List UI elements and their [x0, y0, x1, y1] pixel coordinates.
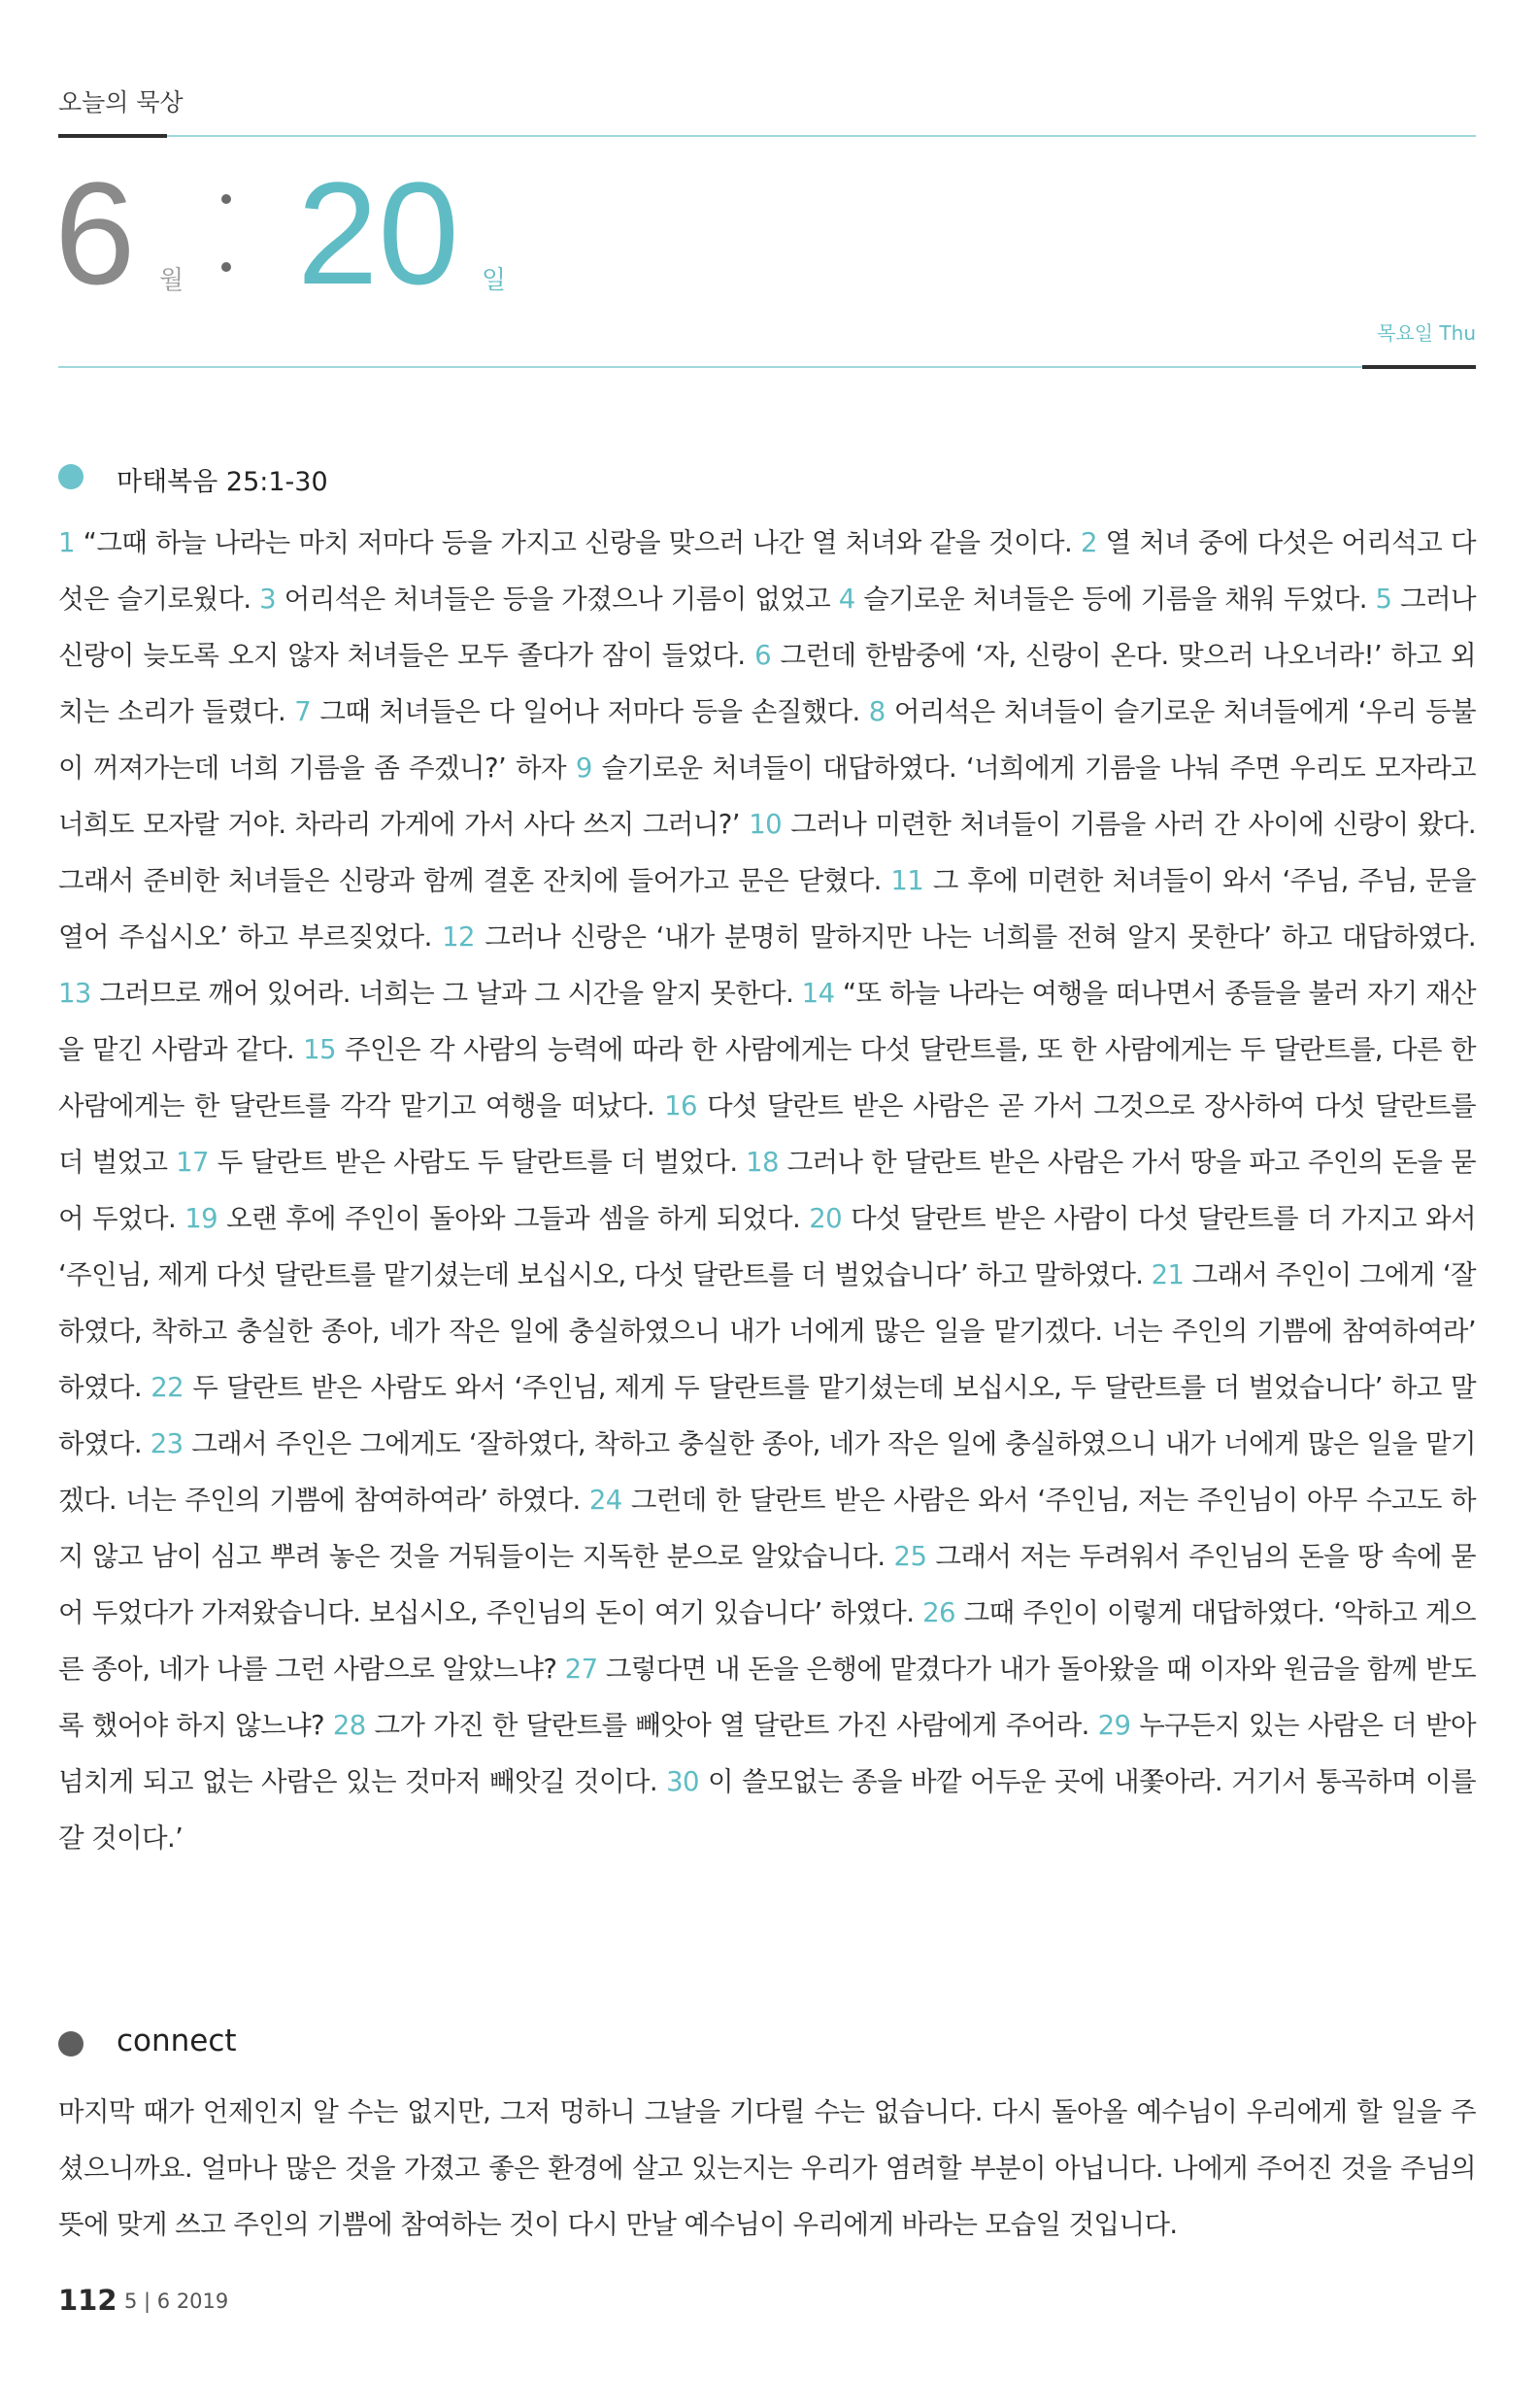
verse-text: 어리석은 처녀들이 슬기로운 처녀들에게 ‘우리 등불이 꺼져가는데 너희 기름을 좀 주겠니?’ 하자 — [58, 696, 1476, 784]
month-unit: 월 — [159, 266, 184, 295]
verse-number: 20 — [809, 1203, 842, 1234]
verse-text: 그때 주인이 이렇게 대답하였다. ‘악하고 게으른 종아, 네가 나를 그런 사람으로 알았느냐? — [58, 1597, 1476, 1685]
verse-text: 그러므로 깨어 있어라. 너희는 그 날과 그 시간을 알지 못한다. — [99, 978, 794, 1009]
verse-text: 어리석은 처녀들은 등을 가졌으나 기름이 없었고 — [284, 584, 831, 615]
date-colon — [221, 194, 231, 274]
verse-number: 25 — [893, 1541, 927, 1572]
verse-text: “그때 하늘 나라는 마치 저마다 등을 가지고 신랑을 맞으러 나간 열 처녀와 같을 것이다. — [83, 527, 1073, 558]
verse-text: 그래서 저는 두려워서 주인님의 돈을 땅 속에 묻어 두었다가 가져왔습니다. 보십시오, 주인님의 돈이 여기 있습니다’ 하였다. — [58, 1541, 1476, 1628]
verse-number: 16 — [664, 1090, 697, 1121]
header-divider — [167, 135, 1476, 137]
verse-number: 10 — [749, 809, 782, 840]
verse-number: 21 — [1151, 1259, 1185, 1290]
verse-text: 그러나 신랑이 늦도록 오지 않자 처녀들은 모두 졸다가 잠이 들었다. — [58, 584, 1476, 671]
verse-text: 그 후에 미련한 처녀들이 와서 ‘주님, 주님, 문을 열어 주십시오’ 하고 부르짖었다. — [58, 865, 1476, 953]
verse-number: 27 — [564, 1654, 598, 1685]
verse-number: 6 — [754, 640, 771, 671]
verse-text: 그때 처녀들은 다 일어나 저마다 등을 손질했다. — [319, 696, 860, 727]
verse-text: 이 쓸모없는 종을 바깥 어두운 곳에 내쫓아라. 거기서 통곡하며 이를 갈 것이다.’ — [58, 1766, 1476, 1854]
verse-text: 슬기로운 처녀들이 대답하였다. ‘너희에게 기름을 나눠 주면 우리도 모자라고 너희도 모자랄 거야. 차라리 가게에 가서 사다 쓰지 그러니?’ — [58, 752, 1476, 840]
verse-number: 9 — [575, 752, 592, 784]
verse-number: 18 — [746, 1147, 779, 1178]
verse-number: 4 — [838, 584, 855, 615]
connect-body: 마지막 때가 언제인지 알 수는 없지만, 그저 멍하니 그날을 기다릴 수는 없습니다. 다시 돌아올 예수님이 우리에게 할 일을 주셨으니까요. 얼마나 많은 것을 가졌고 좋은 환경에 살고 있는지는 우리가 염려할 부분이 아닙니다. 나에게 주어진 것을 주님의 뜻에 맞게 쓰고 주인의 기쁨에 참여하는 것이 다시 만날 예수님이 우리에게 바라는 모습일 것입니다. — [58, 2096, 1476, 2240]
verse-text: 주인은 각 사람의 능력에 따라 한 사람에게는 다섯 달란트를, 또 한 사람에게는 두 달란트를, 다른 한 사람에게는 한 달란트를 각각 맡기고 여행을 떠났다. — [58, 1034, 1476, 1121]
verse-number: 24 — [588, 1485, 622, 1516]
passage-bullet-icon — [58, 464, 84, 489]
verse-number: 3 — [259, 584, 277, 615]
verse-number: 22 — [150, 1372, 184, 1403]
verse-text: 오랜 후에 주인이 돌아와 그들과 셈을 하게 되었다. — [226, 1203, 801, 1234]
verse-number: 30 — [666, 1766, 699, 1797]
date-divider — [58, 366, 1362, 368]
month-number: 6 — [54, 151, 136, 315]
verse-text: 다섯 달란트 받은 사람은 곧 가서 그것으로 장사하여 다섯 달란트를 더 벌었고 — [58, 1090, 1476, 1178]
verse-number: 7 — [294, 696, 312, 727]
verse-text: 두 달란트 받은 사람도 와서 ‘주인님, 제게 두 달란트를 맡기셨는데 보십시오, 두 달란트를 더 벌었습니다’ 하고 말하였다. — [58, 1372, 1476, 1459]
verse-text: 그래서 주인은 그에게도 ‘잘하였다, 착하고 충실한 종아, 네가 작은 일에 충실하였으니 내가 너에게 많은 일을 맡기겠다. 너는 주인의 기쁨에 참여하여라’ 하였다. — [58, 1428, 1476, 1516]
verse-text: 그래서 주인이 그에게 ‘잘하였다, 착하고 충실한 종아, 네가 작은 일에 충실하였으니 내가 너에게 많은 일을 맡기겠다. 너는 주인의 기쁨에 참여하여라’ 하였다. — [58, 1259, 1476, 1403]
section-label-underline — [58, 134, 167, 138]
day-unit: 일 — [482, 266, 507, 295]
verse-number: 26 — [922, 1597, 955, 1628]
verse-text: “또 하늘 나라는 여행을 떠나면서 종들을 불러 자기 재산을 맡긴 사람과 같다. — [58, 978, 1476, 1065]
verse-text: 두 달란트 받은 사람도 두 달란트를 더 벌었다. — [217, 1147, 738, 1178]
verse-text: 그러나 미련한 처녀들이 기름을 사러 간 사이에 신랑이 왔다. 그래서 준비한 처녀들은 신랑과 함께 결혼 잔치에 들어가고 문은 닫혔다. — [58, 809, 1476, 896]
verse-text: 그런데 한 달란트 받은 사람은 와서 ‘주인님, 저는 주인님이 아무 수고도 하지 않고 남이 심고 뿌려 놓은 것을 거둬들이는 지독한 분으로 알았습니다. — [58, 1485, 1476, 1572]
issue-date: 5 | 6 2019 — [124, 2290, 229, 2313]
connect-title: connect — [117, 2023, 237, 2058]
verse-number: 23 — [150, 1428, 184, 1459]
verse-number: 13 — [58, 978, 91, 1009]
passage-body — [58, 515, 1476, 1866]
verse-number: 14 — [801, 978, 835, 1009]
verse-text: 다섯 달란트 받은 사람이 다섯 달란트를 더 가지고 와서 ‘주인님, 제게 다섯 달란트를 맡기셨는데 보십시오, 다섯 달란트를 더 벌었습니다’ 하고 말하였다. — [58, 1203, 1476, 1290]
verse-text: 누구든지 있는 사람은 더 받아 넘치게 되고 없는 사람은 있는 것마저 빼앗길 것이다. — [58, 1710, 1476, 1797]
verse-text: 그렇다면 내 돈을 은행에 맡겼다가 내가 돌아왔을 때 이자와 원금을 함께 받도록 했어야 하지 않느냐? — [58, 1654, 1477, 1741]
verse-text: 그러나 한 달란트 받은 사람은 가서 땅을 파고 주인의 돈을 묻어 두었다. — [58, 1147, 1476, 1234]
section-label: 오늘의 묵상 — [58, 88, 184, 117]
verse-text: 그러나 신랑은 ‘내가 분명히 말하지만 나는 너희를 전혀 알지 못한다’ 하고 대답하였다. — [485, 921, 1476, 953]
verse-number: 28 — [332, 1710, 366, 1741]
verse-number: 11 — [890, 865, 924, 896]
verse-number: 2 — [1080, 527, 1097, 558]
verse-number: 5 — [1375, 584, 1392, 615]
verse-number: 8 — [868, 696, 886, 727]
verse-number: 12 — [442, 921, 475, 953]
verse-number: 1 — [58, 527, 75, 558]
verse-number: 15 — [303, 1034, 336, 1065]
verse-text: 열 처녀 중에 다섯은 어리석고 다섯은 슬기로웠다. — [58, 527, 1476, 615]
verse-text: 슬기로운 처녀들은 등에 기름을 채워 두었다. — [863, 584, 1367, 615]
passage-reference: 마태복음 25:1-30 — [117, 467, 328, 497]
verse-number: 19 — [184, 1203, 217, 1234]
verse-text: 그가 가진 한 달란트를 빼앗아 열 달란트 가진 사람에게 주어라. — [374, 1710, 1089, 1741]
verse-text: 그런데 한밤중에 ‘자, 신랑이 온다. 맞으러 나오너라!’ 하고 외치는 소리가 들렸다. — [58, 640, 1476, 727]
weekday-underline — [1362, 365, 1476, 369]
verse-number: 29 — [1097, 1710, 1131, 1741]
page-number: 112 — [58, 2284, 117, 2317]
verse-number: 17 — [176, 1147, 209, 1178]
day-number: 20 — [297, 151, 459, 315]
connect-bullet-icon — [58, 2031, 84, 2057]
weekday: 목요일 Thu — [1377, 321, 1476, 345]
